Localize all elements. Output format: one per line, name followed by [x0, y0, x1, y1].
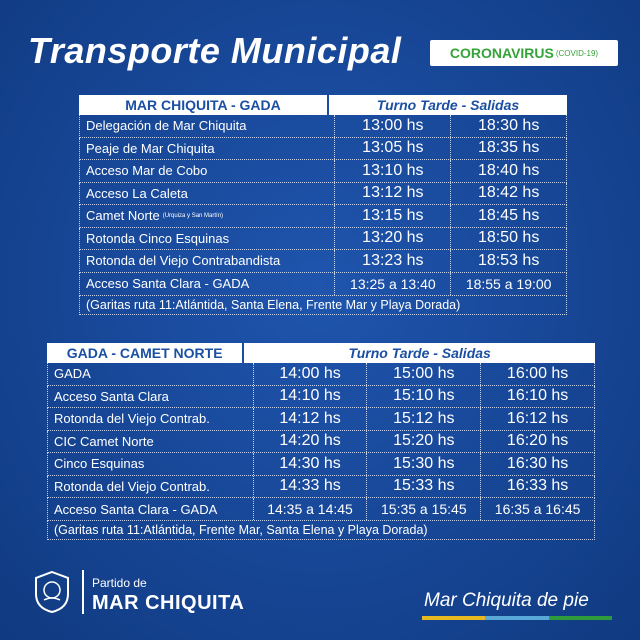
table-row	[47, 453, 595, 476]
stop-cell	[48, 363, 253, 385]
time-cell: 18:35 hs	[450, 138, 566, 160]
schedule2-last-row	[47, 498, 595, 521]
time-cell: 15:12 hs	[366, 408, 480, 430]
stop-name: Acceso La Caleta	[86, 185, 188, 201]
time-cell: 15:33 hs	[366, 476, 480, 498]
time-cell: 14:20 hs	[253, 431, 367, 453]
stop-name: Cinco Esquinas	[54, 456, 145, 472]
time-cell: 15:10 hs	[366, 386, 480, 408]
stop-name: Delegación de Mar Chiquita	[86, 118, 247, 134]
table-row	[79, 115, 567, 138]
time-cell: 16:20 hs	[480, 431, 594, 453]
stop-cell	[80, 115, 334, 137]
table-row	[47, 408, 595, 431]
time-cell: 13:15 hs	[334, 205, 450, 227]
schedule2-last-time: 15:35 a 15:45	[366, 498, 480, 520]
schedule-mar-chiquita-gada	[79, 95, 567, 315]
time-cell: 16:12 hs	[480, 408, 594, 430]
schedule1-rows	[79, 115, 567, 273]
time-cell: 13:20 hs	[334, 228, 450, 250]
time-cell: 13:10 hs	[334, 160, 450, 182]
schedule1-garitas-note: (Garitas ruta 11:Atlántida, Santa Elena, Frente Mar y Playa Dorada)	[79, 296, 567, 315]
stop-cell	[48, 476, 253, 498]
stop-cell	[80, 183, 334, 205]
schedule1-last-time: 18:55 a 19:00	[450, 273, 566, 295]
time-cell: 14:30 hs	[253, 453, 367, 475]
table-row	[79, 250, 567, 273]
time-cell: 14:33 hs	[253, 476, 367, 498]
stop-name: Peaje de Mar Chiquita	[86, 140, 215, 156]
schedule2-route: GADA - CAMET NORTE	[66, 345, 223, 361]
stripe-blue	[485, 616, 548, 620]
stripe-yellow	[422, 616, 485, 620]
time-cell: 15:20 hs	[366, 431, 480, 453]
table-row	[79, 205, 567, 228]
stop-cell	[48, 431, 253, 453]
municipal-seal-icon	[32, 570, 72, 614]
schedule2-header	[47, 343, 595, 363]
stop-note: (Urquiza y San Martín)	[162, 212, 224, 219]
stop-cell	[48, 453, 253, 475]
time-cell: 16:10 hs	[480, 386, 594, 408]
stop-cell	[80, 205, 334, 227]
stop-cell	[48, 408, 253, 430]
time-cell: 18:30 hs	[450, 115, 566, 137]
schedule1-last-stop: Acceso Santa Clara - GADA	[86, 276, 250, 291]
schedule2-last-time: 14:35 a 14:45	[253, 498, 367, 520]
footer-slogan: Mar Chiquita de pie	[424, 590, 589, 611]
schedule1-last-row	[79, 273, 567, 296]
time-cell: 18:40 hs	[450, 160, 566, 182]
time-cell: 16:30 hs	[480, 453, 594, 475]
time-cell: 18:53 hs	[450, 250, 566, 272]
stop-name: CIC Camet Norte	[54, 433, 154, 449]
schedule2-shift: Turno Tarde - Salidas	[242, 343, 595, 363]
schedule-gada-camet-norte	[47, 343, 595, 540]
time-cell: 18:50 hs	[450, 228, 566, 250]
table-row	[47, 431, 595, 454]
time-cell: 14:12 hs	[253, 408, 367, 430]
time-cell: 15:30 hs	[366, 453, 480, 475]
schedule2-last-stop: Acceso Santa Clara - GADA	[54, 501, 218, 517]
stop-cell	[80, 228, 334, 250]
stop-name: Rotonda Cinco Esquinas	[86, 230, 230, 246]
stop-cell	[80, 138, 334, 160]
coronavirus-badge	[430, 40, 618, 66]
stop-name: Camet Norte	[86, 208, 160, 224]
time-cell: 14:00 hs	[253, 363, 367, 385]
coronavirus-label: CORONAVIRUS	[449, 45, 554, 61]
schedule2-last-time: 16:35 a 16:45	[480, 498, 594, 520]
covid-19-label: (COVID-19)	[555, 48, 599, 58]
schedule1-last-time: 13:25 a 13:40	[334, 273, 450, 295]
stop-name: Rotonda del Viejo Contrab.	[54, 478, 210, 494]
table-row	[79, 160, 567, 183]
stripe-green	[549, 616, 612, 620]
table-row	[47, 476, 595, 499]
table-row	[79, 138, 567, 161]
schedule2-rows	[47, 363, 595, 498]
table-row	[79, 183, 567, 206]
table-row	[47, 386, 595, 409]
time-cell: 14:10 hs	[253, 386, 367, 408]
time-cell: 13:00 hs	[334, 115, 450, 137]
table-row	[79, 228, 567, 251]
footer-color-stripes	[422, 616, 612, 620]
stop-cell	[80, 250, 334, 272]
stop-name: GADA	[54, 366, 91, 382]
footer-partido: Partido de	[92, 576, 147, 590]
time-cell: 18:45 hs	[450, 205, 566, 227]
schedule1-route: MAR CHIQUITA - GADA	[125, 97, 281, 113]
time-cell: 13:12 hs	[334, 183, 450, 205]
stop-cell	[80, 160, 334, 182]
schedule1-shift: Turno Tarde - Salidas	[327, 95, 567, 115]
schedule2-garitas-note: (Garitas ruta 11:Atlántida, Frente Mar, Santa Elena y Playa Dorada)	[47, 521, 595, 540]
footer-municipio: MAR CHIQUITA	[92, 592, 245, 614]
time-cell: 16:33 hs	[480, 476, 594, 498]
time-cell: 16:00 hs	[480, 363, 594, 385]
time-cell: 18:42 hs	[450, 183, 566, 205]
footer-divider	[82, 570, 84, 614]
time-cell: 15:00 hs	[366, 363, 480, 385]
table-row	[47, 363, 595, 386]
stop-name: Rotonda del Viejo Contrab.	[54, 411, 210, 427]
stop-name: Acceso Santa Clara	[54, 388, 169, 404]
time-cell: 13:05 hs	[334, 138, 450, 160]
stop-name: Rotonda del Viejo Contrabandista	[86, 253, 281, 269]
stop-name: Acceso Mar de Cobo	[86, 163, 208, 179]
time-cell: 13:23 hs	[334, 250, 450, 272]
stop-cell	[48, 386, 253, 408]
schedule1-header	[79, 95, 567, 115]
page-title: Transporte Municipal	[28, 30, 402, 71]
